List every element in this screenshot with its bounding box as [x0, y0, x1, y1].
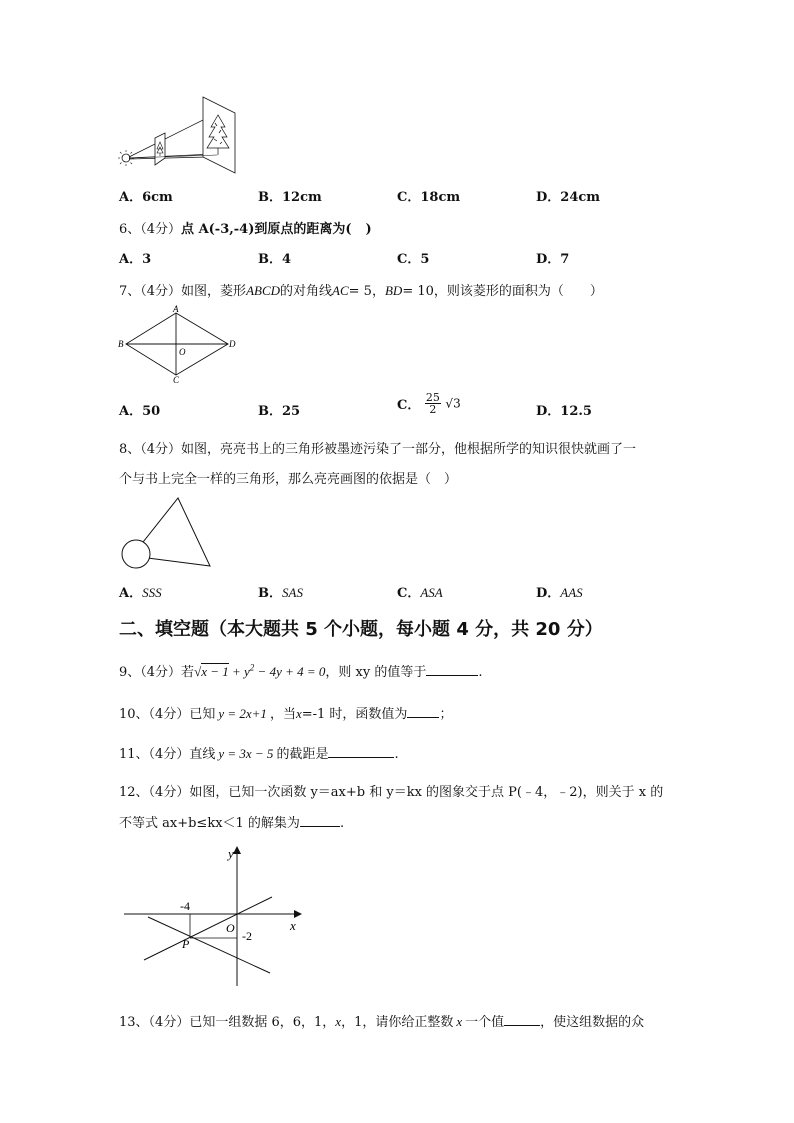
option-text: 3 — [142, 252, 152, 267]
q7-option-b[interactable] — [258, 400, 300, 419]
text: 的对角线 — [280, 284, 333, 299]
line-y-ax-b — [148, 917, 270, 973]
label-b: B — [118, 339, 124, 349]
linear-functions-graph — [118, 840, 308, 990]
text: ，则 xy 的值等于 — [325, 665, 427, 680]
light-source — [122, 154, 130, 162]
question-number: 10、（4分） — [119, 707, 190, 722]
q8-option-a[interactable] — [119, 582, 162, 601]
fraction — [425, 392, 441, 415]
text: 一个值 — [465, 1015, 505, 1030]
option-text: AAS — [560, 585, 583, 600]
option-letter: A． — [119, 252, 143, 267]
option-text: SAS — [282, 585, 303, 600]
option-text: 50 — [142, 404, 161, 419]
sqrt-3: √3 — [445, 396, 461, 411]
question-9 — [119, 661, 482, 680]
q7-option-a[interactable] — [119, 400, 160, 419]
q6-option-a[interactable] — [119, 248, 151, 267]
projection-figure — [115, 95, 245, 175]
label-c: C — [173, 375, 180, 385]
answer-blank[interactable] — [407, 705, 439, 718]
option-text: 18cm — [420, 190, 461, 205]
label-minus-2: -2 — [242, 929, 252, 943]
text: 若 — [181, 665, 195, 680]
rhombus-name: ABCD — [246, 283, 281, 298]
equation: y = 3x − 5 — [218, 746, 274, 761]
line-y-kx — [144, 897, 272, 960]
text: . — [478, 665, 483, 680]
question-text-end: ) — [365, 222, 372, 237]
option-text: 4 — [282, 252, 292, 267]
question-8-line-1 — [119, 438, 636, 457]
text: ， — [371, 284, 385, 299]
text: . — [394, 747, 399, 762]
eq-part: + y — [228, 664, 250, 679]
equation: y = 2x+1 — [218, 706, 267, 721]
option-text: 12.5 — [560, 404, 592, 419]
label-o: O — [179, 347, 186, 357]
option-letter: C． — [397, 398, 421, 413]
text: ，当 — [269, 707, 296, 722]
q8-option-d[interactable] — [536, 582, 583, 601]
question-6 — [119, 218, 372, 237]
x-axis-arrow — [294, 910, 302, 918]
option-text: 7 — [560, 252, 570, 267]
question-13 — [119, 1011, 644, 1030]
option-text: ASA — [420, 585, 443, 600]
question-text: 如图，已知一次函数 y＝ax+b 和 y＝kx 的图象交于点 P(﹣4，﹣2)，则关于 x 的 — [189, 785, 664, 800]
ink-stain — [122, 540, 150, 568]
question-10 — [119, 703, 452, 722]
label-y: y — [228, 846, 234, 861]
q8-option-c[interactable] — [397, 582, 443, 601]
q5-option-c[interactable] — [397, 186, 460, 205]
q6-option-c[interactable] — [397, 248, 429, 267]
ac-value: = 5 — [348, 284, 372, 299]
question-number: 6、（4分） — [119, 222, 182, 237]
question-12-line-1 — [119, 781, 663, 800]
option-letter: C． — [397, 252, 421, 267]
option-letter: A． — [119, 404, 143, 419]
radicand: x − 1 — [201, 664, 229, 679]
diagonal-bd: BD — [384, 283, 403, 298]
diagonal-ac: AC — [332, 283, 349, 298]
section-title: 二、填空题（本大题共 5 个小题，每小题 4 分，共 20 分） — [119, 619, 603, 640]
question-text: 点 A(-3,-4)到原点的距离为( — [181, 222, 352, 237]
text: 直线 — [189, 747, 216, 762]
option-text: 5 — [420, 252, 430, 267]
question-number: 9、（4分） — [119, 665, 182, 680]
question-number: 7、（4分） — [119, 284, 182, 299]
text: ； — [439, 707, 453, 722]
bd-value: = 10 — [402, 284, 434, 299]
answer-blank[interactable] — [328, 745, 394, 758]
variable-x: x — [456, 1014, 463, 1029]
option-letter: A． — [119, 586, 143, 601]
text: =-1 时，函数值为 — [301, 707, 408, 722]
q7-option-c[interactable] — [397, 392, 461, 415]
option-letter: C． — [397, 586, 421, 601]
text: ，使这组数据的众 — [540, 1015, 645, 1030]
option-text: 25 — [282, 404, 301, 419]
question-8-line-2 — [119, 468, 457, 487]
label-origin: O — [226, 921, 235, 935]
option-text: 6cm — [142, 190, 173, 205]
question-number: 13、（4分） — [119, 1015, 190, 1030]
question-number: 11、（4分） — [119, 747, 190, 762]
option-text: 24cm — [560, 190, 601, 205]
label-a: A — [173, 305, 179, 314]
triangle-figure — [118, 494, 218, 572]
equation: $√x - 1 + y^2 - 4y + 4 = 0$ — [194, 662, 326, 679]
denominator: 2 — [429, 403, 437, 416]
option-letter: B． — [258, 190, 282, 205]
option-letter: B． — [258, 252, 282, 267]
answer-blank[interactable] — [426, 663, 478, 676]
option-letter: B． — [258, 586, 282, 601]
exponent: 2 — [249, 662, 255, 673]
y-axis-arrow — [233, 846, 241, 854]
text: ，1，请你给正整数 — [341, 1015, 454, 1030]
option-letter: D． — [536, 404, 561, 419]
rhombus-figure — [118, 305, 243, 385]
q5-option-b[interactable] — [258, 186, 322, 205]
label-minus-4: -4 — [180, 899, 190, 913]
q5-option-d[interactable] — [536, 186, 600, 205]
q7-option-d[interactable] — [536, 400, 592, 419]
q5-option-a[interactable] — [119, 186, 173, 205]
question-number: 12、（4分） — [119, 785, 190, 800]
label-x: x — [290, 918, 296, 933]
answer-blank[interactable] — [504, 1013, 540, 1026]
answer-blank[interactable] — [300, 814, 340, 827]
q6-option-d[interactable] — [536, 248, 569, 267]
label-d: D — [229, 339, 236, 349]
text: 已知 — [189, 707, 216, 722]
question-12-line-2 — [119, 812, 344, 831]
label-p: P — [182, 937, 190, 951]
question-text: 不等式 ax+b≤kx＜1 的解集为 — [119, 816, 300, 831]
variable-x: x — [295, 706, 302, 721]
question-11 — [119, 743, 399, 762]
option-letter: C． — [397, 190, 421, 205]
variable-x: x — [335, 1014, 342, 1029]
option-letter: B． — [258, 404, 282, 419]
option-letter: D． — [536, 190, 561, 205]
option-letter: D． — [536, 252, 561, 267]
text: 的截距是 — [276, 747, 329, 762]
question-text: 个与书上完全一样的三角形，那么亮亮画图的依据是（ ） — [119, 472, 458, 487]
option-letter: A． — [119, 190, 143, 205]
question-number: 8、（4分） — [119, 442, 182, 457]
text: 如图，菱形 — [181, 284, 247, 299]
text: . — [339, 816, 345, 831]
option-text: 12cm — [282, 190, 322, 205]
q6-option-b[interactable] — [258, 248, 291, 267]
eq-part: − 4y + 4 = 0 — [254, 664, 326, 679]
numerator: 25 — [425, 391, 440, 404]
option-letter: D． — [536, 586, 561, 601]
text: ，则该菱形的面积为（ ） — [433, 284, 603, 299]
option-text: SSS — [142, 585, 162, 600]
q8-option-b[interactable] — [258, 582, 303, 601]
question-7 — [119, 280, 603, 299]
screen — [203, 97, 235, 173]
question-text: 如图，亮亮书上的三角形被墨迹污染了一部分，他根据所学的知识很快就画了一 — [181, 442, 637, 457]
text: 已知一组数据 6，6，1， — [189, 1015, 336, 1030]
